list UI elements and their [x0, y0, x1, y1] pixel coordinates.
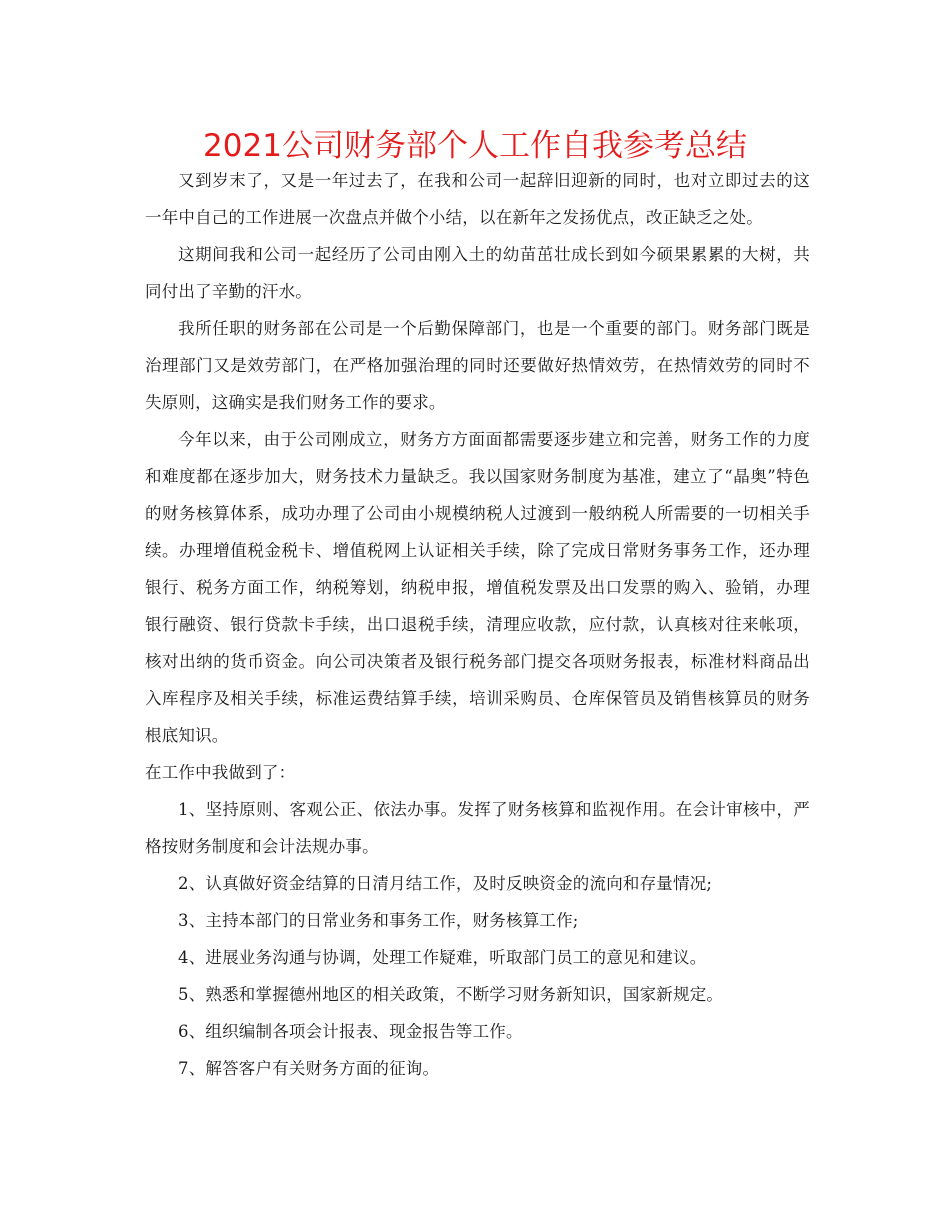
document-title: 2021公司财务部个人工作自我参考总结 — [203, 128, 747, 164]
list-item: 2、认真做好资金结算的日清月结工作，及时反映资金的流向和存量情况; — [178, 874, 713, 893]
list-item: 7、解答客户有关财务方面的征询。 — [178, 1059, 440, 1078]
list-item: 1、坚持原则、客观公正、依法办事。发挥了财务核算和监视作用。在会计审核中，严格按财务制度和会计法规办事。 — [145, 800, 810, 856]
list-item: 6、组织编制各项会计报表、现金报告等工作。 — [178, 1022, 523, 1041]
list-item: 5、熟悉和掌握德州地区的相关政策，不断学习财务新知识，国家新规定。 — [178, 985, 724, 1004]
document-body — [145, 162, 810, 1087]
paragraph-company-growth: 这期间我和公司一起经历了公司由刚入土的幼苗茁壮成长到如今硕果累累的大树，共同付出了辛勤的汗水。 — [145, 245, 810, 301]
paragraph-work-summary: 今年以来，由于公司刚成立，财务方方面面都需要逐步建立和完善，财务工作的力度和难度都在逐步加大，财务技术力量缺乏。我以国家财务制度为基准，建立了“晶奥”特色的财务核算体系，成功办理了公司由小规模纳税人过渡到一般纳税人所需要的一切相关手续。办理增值税金税卡、增值税网上认证相关手续，除了完成日常财务事务工作，还办理银行、税务方面工作，纳税筹划，纳税申报，增值税发票及出口发票的购入、验销，办理银行融资、银行贷款卡手续，出口退税手续，清理应收款，应付款，认真核对往来帐项，核对出纳的货币资金。向公司决策者及银行税务部门提交各项财务报表，标准材料商品出入库程序及相关手续，标准运费结算手续，培训采购员、仓库保管员及销售核算员的财务根底知识。 — [145, 430, 810, 745]
list-item: 4、进展业务沟通与协调，处理工作疑难，听取部门员工的意见和建议。 — [178, 948, 707, 967]
paragraph-intro: 又到岁末了，又是一年过去了，在我和公司一起辞旧迎新的同时，也对立即过去的这一年中自己的工作进展一次盘点并做个小结，以在新年之发扬优点，改正缺乏之处。 — [145, 171, 810, 227]
paragraph-achievements-heading: 在工作中我做到了： — [145, 763, 296, 782]
list-item: 3、主持本部门的日常业务和事务工作，财务核算工作; — [178, 911, 579, 930]
paragraph-department-role: 我所任职的财务部在公司是一个后勤保障部门，也是一个重要的部门。财务部门既是治理部门又是效劳部门，在严格加强治理的同时还要做好热情效劳，在热情效劳的同时不失原则，这确实是我们财务工作的要求。 — [145, 319, 810, 412]
